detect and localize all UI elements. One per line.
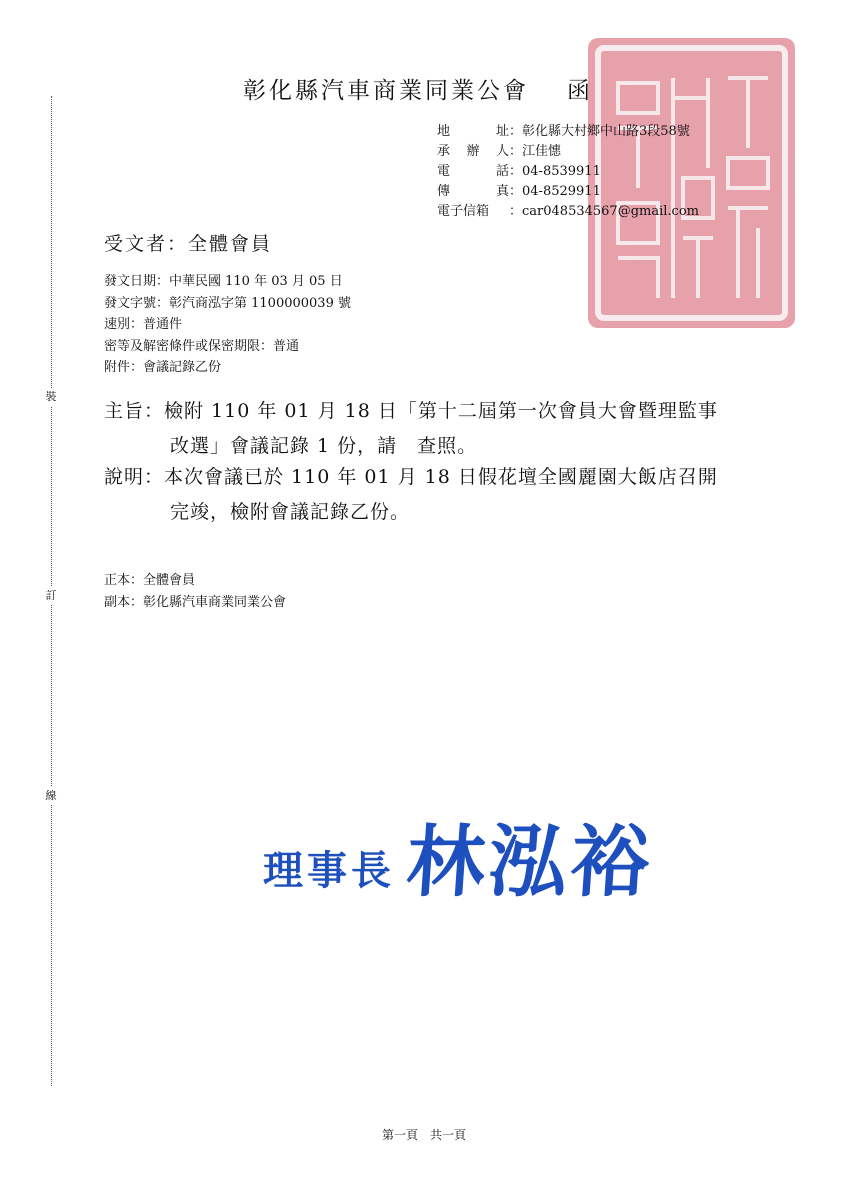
page-footer: 第一頁 共一頁	[381, 1128, 466, 1142]
contact-email: 電子信箱 ： car048534567@gmail.com	[437, 204, 699, 219]
signature-stamp	[263, 812, 657, 908]
copies-block	[104, 570, 286, 613]
document-number: 發文字號：彰汽商泓字第 1100000039 號	[104, 295, 351, 311]
explanation-line-1: 說明：本次會議已於 110 年 01 月 18 日假花壇全國麗園大飯店召開	[104, 466, 718, 488]
doc-type: 函	[567, 78, 593, 104]
subject	[104, 394, 718, 464]
binding-mark-top: 裝	[43, 388, 59, 406]
binding-mark-middle: 訂	[43, 587, 59, 605]
subject-line-2: 改選」會議記錄 1 份，請 查照。	[170, 435, 478, 457]
issue-date: 發文日期：中華民國 110 年 03 月 05 日	[104, 274, 343, 289]
signature-name: 林泓裕	[403, 817, 657, 908]
contact-fax: 傳 真 ： 04-8529911	[437, 184, 601, 199]
recipient: 受文者：全體會員	[104, 233, 273, 255]
delivery-speed: 速別：普通件	[104, 317, 183, 332]
signature-title: 理事長	[263, 847, 395, 894]
contact-block	[437, 122, 699, 222]
document-title	[243, 72, 593, 105]
contact-handler: 承 辦 人 ： 江佳憓	[437, 144, 562, 159]
contact-phone: 電 話 ： 04-8539911	[437, 164, 601, 179]
explanation	[104, 460, 718, 530]
org-name: 彰化縣汽車商業同業公會	[243, 78, 529, 104]
original-recipients: 正本：全體會員	[104, 573, 196, 588]
meta-block	[104, 271, 351, 379]
binding-mark-bottom: 線	[43, 787, 59, 805]
attachment: 附件：會議記錄乙份	[104, 360, 222, 375]
duplicate-recipients: 副本：彰化縣汽車商業同業公會	[104, 594, 287, 610]
subject-line-1: 主旨：檢附 110 年 01 月 18 日「第十二屆第一次會員大會暨理監事	[104, 400, 718, 422]
contact-address: 地 址 ： 彰化縣大村鄉中山路3段58號	[437, 124, 690, 139]
explanation-line-2: 完竣，檢附會議記錄乙份。	[170, 501, 411, 523]
secrecy-level: 密等及解密條件或保密期限：普通	[104, 338, 300, 354]
